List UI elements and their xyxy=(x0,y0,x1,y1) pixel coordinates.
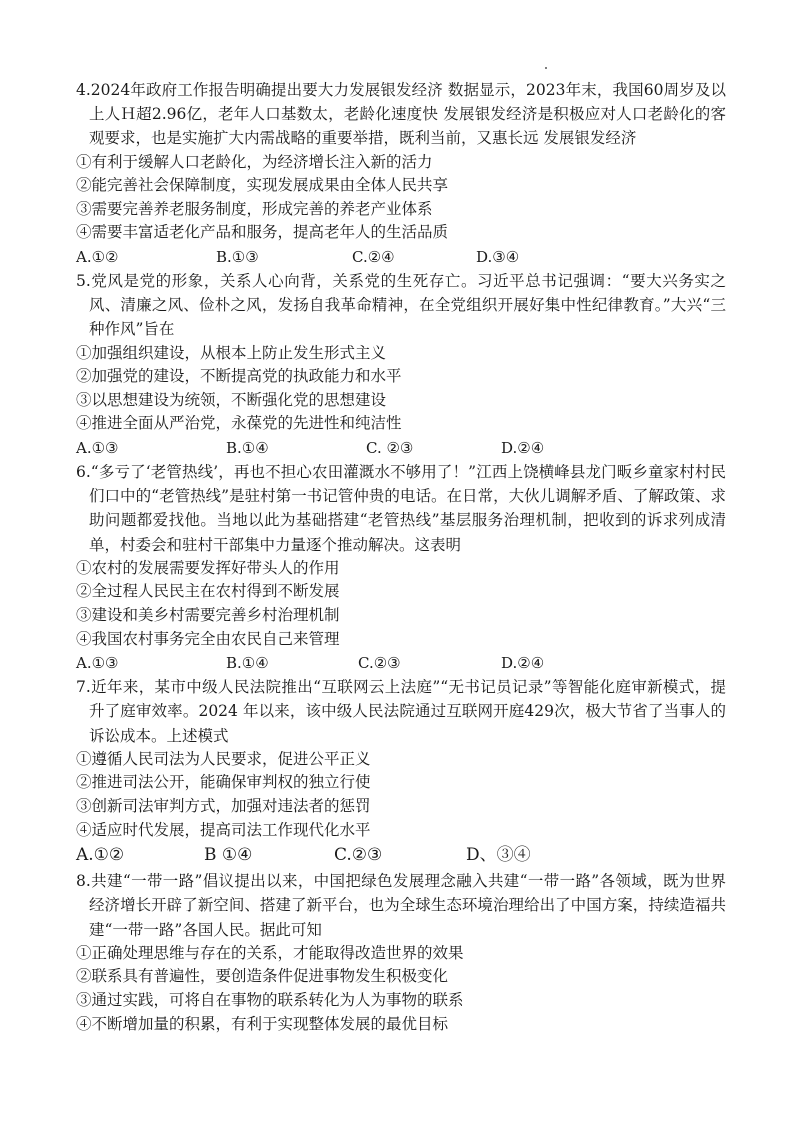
answer-choices xyxy=(76,651,726,675)
question-stem: 7.近年来，某市中级人民法院推出“互联网云上法庭”“无书记员记录”等智能化庭审新模式，提升了庭审效率。2024 年以来，该中级人民法院通过互联网开庭429次，极大节省了当事人的诉讼成本。上述模式 xyxy=(76,678,726,745)
option-2: ②加强党的建设，不断提高党的执政能力和水平 xyxy=(76,367,402,386)
option-2: ②能完善社会保障制度，实现发展成果由全体人民共享 xyxy=(76,176,449,195)
question-8 xyxy=(76,869,726,1036)
option-1: ①正确处理思维与存在的关系，才能取得改造世界的效果 xyxy=(76,943,464,962)
choice-a[interactable]: A.①③ xyxy=(76,438,119,457)
option-3: ③创新司法审判方式，加强对违法者的惩罚 xyxy=(76,796,371,815)
option-1: ①遵循人民司法为人民要求，促进公平正义 xyxy=(76,749,371,768)
question-stem: 8.共建“一带一路”倡议提出以来，中国把绿色发展理念融入共建“一带一路”各领域，既为世界经济增长开辟了新空间、搭建了新平台，也为全球生态环境治理给出了中国方案，持续造福共建“一带一路”各国人民。据此可知 xyxy=(76,872,726,939)
option-3: ③以思想建设为统领，不断强化党的思想建设 xyxy=(76,390,387,409)
choice-c[interactable]: C. ②③ xyxy=(366,438,414,457)
question-4 xyxy=(76,78,726,269)
choice-b[interactable]: B.①④ xyxy=(226,438,269,457)
option-4: ④适应时代发展，提高司法工作现代化水平 xyxy=(76,820,371,839)
choice-a[interactable]: A.①③ xyxy=(76,654,119,673)
choice-c[interactable]: C.②③ xyxy=(334,845,383,866)
option-3: ③需要完善养老服务制度，形成完善的养老产业体系 xyxy=(76,199,433,218)
question-7 xyxy=(76,675,726,869)
question-5 xyxy=(76,269,726,460)
option-3: ③通过实践，可将自在事物的联系转化为人为事物的联系 xyxy=(76,990,464,1009)
question-stem: 4.2024年政府工作报告明确提出要大力发展银发经济 数据显示，2023年末，我国60周岁及以上人Ｈ超2.96亿，老年人口基数太，老龄化速度快 发展银发经济是积极应对人口老龄化的客观要求，也是实施扩大内需战略的重要举措，既利当前，又惠长远 发展银发经济 xyxy=(76,81,726,148)
question-stem: 6.“多亏了‘老管热线’，再也不担心农田灌溉水不够用了！”江西上饶横峰县龙门畈乡童家村村民们口中的“老管热线”是驻村第一书记管仲贵的电话。在日常，大伙儿调解矛盾、了解政策、求助问题都爱找他。当地以此为基础搭建“老管热线”基层服务治理机制，把收到的诉求列成清单，村委会和驻村干部集中力量逐个推动解决。这表明 xyxy=(76,462,726,554)
option-2: ②联系具有普遍性，要创造条件促进事物发生积极变化 xyxy=(76,967,449,986)
choice-c[interactable]: C.②④ xyxy=(352,247,395,266)
option-4: ④我国农村事务完全由农民自己来管理 xyxy=(76,629,340,648)
question-6 xyxy=(76,460,726,675)
choice-d[interactable]: D.②④ xyxy=(501,438,545,457)
question-stem: 5.党风是党的形象，关系人心向背，关系党的生死存亡。习近平总书记强调：“要大兴务实之风、清廉之风、俭朴之风，发扬自我革命精神，在全党组织开展好集中性纪律教育。”大兴“三种作风”旨在 xyxy=(76,271,726,339)
answer-choices xyxy=(76,842,726,869)
choice-b[interactable]: B.①④ xyxy=(226,654,269,673)
choice-a[interactable]: A.①② xyxy=(76,845,125,866)
choice-c[interactable]: C.②③ xyxy=(358,654,401,673)
option-4: ④推进全面从严治党，永葆党的先进性和纯洁性 xyxy=(76,414,402,433)
option-4: ④不断增加量的积累，有利于实现整体发展的最优目标 xyxy=(76,1014,449,1033)
option-3: ③建设和美乡村需要完善乡村治理机制 xyxy=(76,605,340,624)
choice-d[interactable]: D.②④ xyxy=(501,654,545,673)
option-1: ①农村的发展需要发挥好带头人的作用 xyxy=(76,558,340,577)
answer-choices xyxy=(76,436,726,460)
choice-b[interactable]: B.①③ xyxy=(216,247,259,266)
choice-b[interactable]: B ①④ xyxy=(204,845,253,866)
option-1: ①加强组织建设，从根本上防止发生形式主义 xyxy=(76,343,387,362)
choice-d[interactable]: D.③④ xyxy=(476,247,520,266)
scan-speck xyxy=(545,67,547,69)
answer-choices xyxy=(76,245,726,269)
option-1: ①有利于缓解人口老龄化，为经济增长注入新的活力 xyxy=(76,152,433,171)
choice-a[interactable]: A.①② xyxy=(76,247,119,266)
option-2: ②推进司法公开，能确保审判权的独立行使 xyxy=(76,773,371,792)
question-sheet xyxy=(76,78,726,1036)
choice-d[interactable]: D、③④ xyxy=(466,845,531,866)
option-4: ④需要丰富适老化产品和服务，提高老年人的生活品质 xyxy=(76,223,449,242)
option-2: ②全过程人民民主在农村得到不断发展 xyxy=(76,582,340,601)
